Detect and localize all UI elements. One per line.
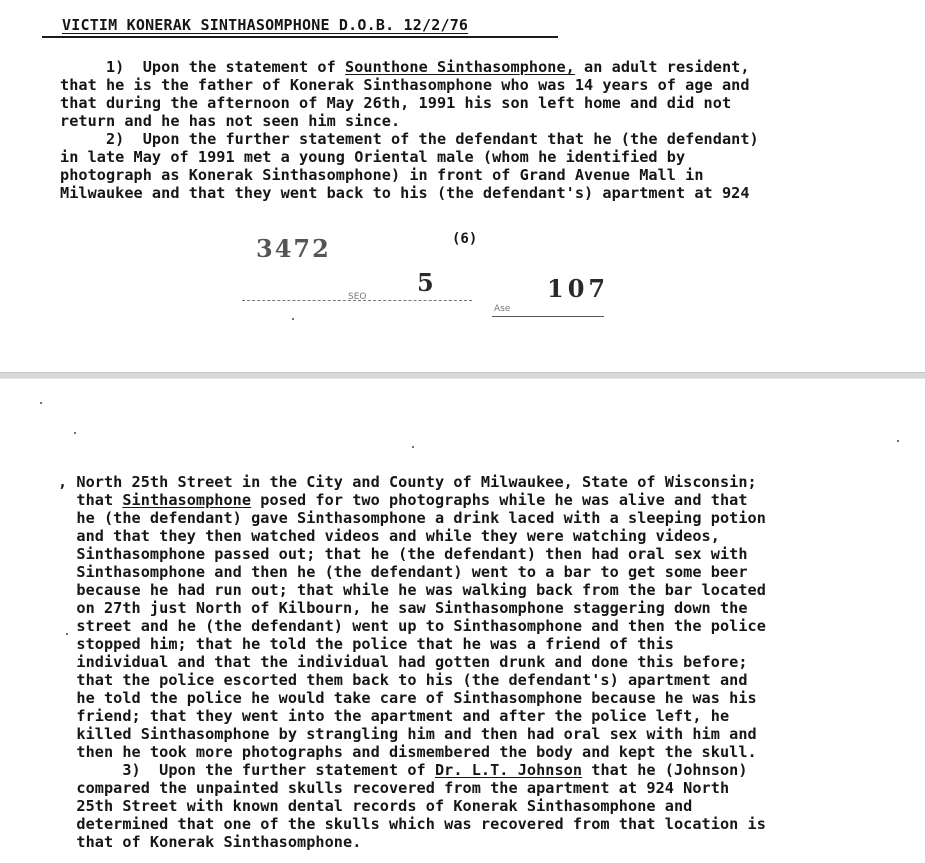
p2-line-17: compared the unpainted skulls recovered from the apartment at 924 North xyxy=(58,779,730,797)
scan-speck xyxy=(292,318,294,320)
p1-line-7: Milwaukee and that they went back to his (the defendant's) apartment at 924 xyxy=(60,184,750,202)
p2-line-3: and that they then watched videos and while they were watching videos, xyxy=(58,527,720,545)
p2-line-20: that of Konerak Sinthasomphone. xyxy=(58,833,362,851)
scan-speck xyxy=(412,446,414,448)
p1-line-1: that he is the father of Konerak Sinthasomphone who was 14 years of age and xyxy=(60,76,750,94)
p2-line-15: then he took more photographs and dismembered the body and kept the skull. xyxy=(58,743,757,761)
scan-speck xyxy=(74,432,76,434)
p1-line-6: photograph as Konerak Sinthasomphone) in front of Grand Avenue Mall in xyxy=(60,166,704,184)
p2-line-11: that the police escorted them back to his (the defendant's) apartment and xyxy=(58,671,748,689)
p2-line-1: that Sinthasomphone posed for two photographs while he was alive and that xyxy=(58,491,748,509)
p2-line-10: individual and that the individual had gotten drunk and done this before; xyxy=(58,653,748,671)
p1-line-3: return and he has not seen him since. xyxy=(60,112,401,130)
p2-line-16: 3) Upon the further statement of Dr. L.T. Johnson that he (Johnson) xyxy=(58,761,748,779)
page-break-divider xyxy=(0,372,925,379)
p2-line-4: Sinthasomphone passed out; that he (the defendant) then had oral sex with xyxy=(58,545,748,563)
p2-line-6: because he had run out; that while he was walking back from the bar located xyxy=(58,581,766,599)
doctor-name-underlined: Dr. L.T. Johnson xyxy=(434,761,583,779)
stamp-number-middle: 5 xyxy=(417,268,434,297)
witness-name: Sounthone Sinthasomphone, xyxy=(345,58,575,76)
p2-line-7: on 27th just North of Kilbourn, he saw Sinthasomphone staggering down the xyxy=(58,599,748,617)
p2-line-18: 25th Street with known dental records of Konerak Sinthasomphone and xyxy=(58,797,693,815)
stamp-faint-label-right: Ase xyxy=(494,304,511,314)
p2-line-8: street and he (the defendant) went up to Sinthasomphone and then the police xyxy=(58,617,766,635)
victim-name-underlined: Sinthasomphone xyxy=(122,491,252,509)
p2-line-2: he (the defendant) gave Sinthasomphone a drink laced with a sleeping potion xyxy=(58,509,766,527)
header-underline-rule xyxy=(42,36,558,38)
stamp-number-left: 3472 xyxy=(256,234,331,263)
stamp-solid-line xyxy=(492,316,604,317)
p2-line-12: he told the police he would take care of Sinthasomphone because he was his xyxy=(58,689,757,707)
page-number-marker: (6) xyxy=(452,231,478,247)
p1-line-0: 1) Upon the statement of Sounthone Sinthasomphone, an adult resident, xyxy=(60,58,750,76)
p2-line-9: stopped him; that he told the police that he was a friend of this xyxy=(58,635,674,653)
p2-line-14: killed Sinthasomphone by strangling him and then had oral sex with him and xyxy=(58,725,757,743)
p2-line-0: , North 25th Street in the City and County of Milwaukee, State of Wisconsin; xyxy=(58,473,757,491)
scan-speck xyxy=(40,402,42,404)
stamp-number-right: 107 xyxy=(547,274,610,303)
p2-line-19: determined that one of the skulls which was recovered from that location is xyxy=(58,815,766,833)
p2-line-5: Sinthasomphone and then he (the defendant) went to a bar to get some beer xyxy=(58,563,748,581)
victim-header-title: VICTIM KONERAK SINTHASOMPHONE D.O.B. 12/2/76 xyxy=(62,16,469,34)
scan-speck xyxy=(897,440,899,442)
p1-line-4: 2) Upon the further statement of the defendant that he (the defendant) xyxy=(60,130,759,148)
stamp-faint-label-left: SEO xyxy=(348,292,367,302)
p2-line-13: friend; that they went into the apartment and after the police left, he xyxy=(58,707,730,725)
p1-line-5: in late May of 1991 met a young Oriental male (whom he identified by xyxy=(60,148,686,166)
p1-line-2: that during the afternoon of May 26th, 1991 his son left home and did not xyxy=(60,94,732,112)
